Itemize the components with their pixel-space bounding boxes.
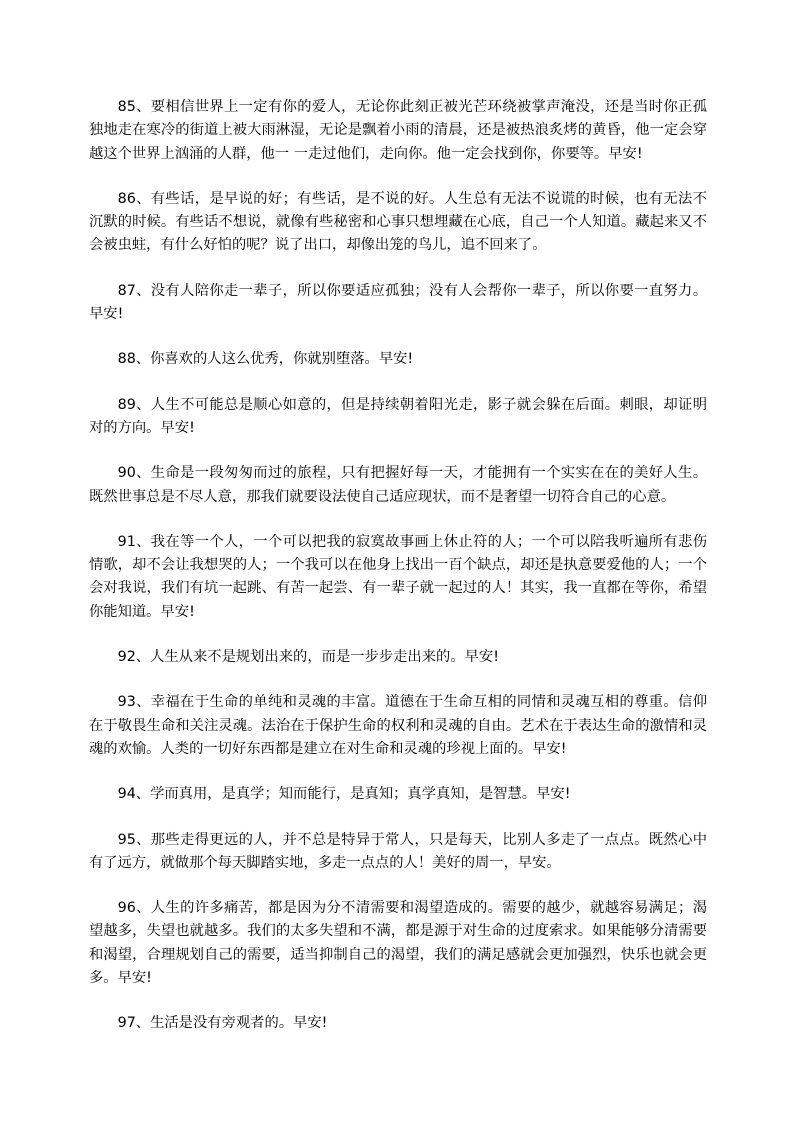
paragraph-86: 86、有些话，是早说的好；有些话，是不说的好。人生总有无法不说谎的时候，也有无法不沉默的时候。有些话不想说，就像有些秘密和心事只想埋藏在心底，自己一个人知道。藏起来又不会被虫蛀，有什么好怕的呢？说了出口，却像出笼的鸟儿，追不回来了。 bbox=[89, 190, 707, 254]
paragraph-89: 89、人生不可能总是顺心如意的，但是持续朝着阳光走，影子就会躲在后面。刺眼，却证明对的方向。早安! bbox=[89, 396, 707, 436]
paragraph-85: 85、要相信世界上一定有你的爱人，无论你此刻正被光芒环绕被掌声淹没，还是当时你正孤独地走在寒冷的街道上被大雨淋湿，无论是飘着小雨的清晨，还是被热浪炙烤的黄昏，他一定会穿越这个世界上汹涌的人群，他一 一走过他们，走向你。他一定会找到你，你要等。早安! bbox=[89, 99, 707, 162]
paragraph-97: 97、生活是没有旁观者的。早安! bbox=[117, 1015, 328, 1032]
paragraph-92: 92、人生从来不是规划出来的，而是一步步走出来的。早安! bbox=[117, 649, 499, 666]
paragraph-88: 88、你喜欢的人这么优秀，你就别堕落。早安! bbox=[117, 351, 414, 368]
paragraph-87: 87、没有人陪你走一辈子，所以你要适应孤独；没有人会帮你一辈子，所以你要一直努力。早安! bbox=[89, 282, 707, 323]
paragraph-94: 94、学而真用，是真学；知而能行，是真知；真学真知，是智慧。早安! bbox=[117, 786, 571, 803]
paragraph-96: 96、人生的许多痛苦，都是因为分不清需要和渴望造成的。需要的越少，就越容易满足；渴望越多，失望也就越多。我们的太多失望和不满，都是源于对生命的过度索求。如果能够分清需要和渴望，合理规划自己的需要，适当抑制自己的渴望，我们的满足感就会更加强烈，快乐也就会更多。早安! bbox=[89, 900, 707, 987]
paragraph-91: 91、我在等一个人，一个可以把我的寂寞故事画上休止符的人；一个可以陪我听遍所有悲伤情歌，却不会让我想哭的人；一个我可以在他身上找出一百个缺点，却还是执意要爱他的人；一个会对我说，我们有坑一起跳、有苦一起尝、有一辈子就一起过的人！其实，我一直都在等你，希望你能知道。早安! bbox=[89, 533, 707, 620]
document-body bbox=[89, 96, 707, 1058]
paragraph-93: 93、幸福在于生命的单纯和灵魂的丰富。道德在于生命互相的同情和灵魂互相的尊重。信仰在于敬畏生命和关注灵魂。法治在于保护生命的权利和灵魂的自由。艺术在于表达生命的激情和灵魂的欢愉。人类的一切好东西都是建立在对生命和灵魂的珍视上面的。早安! bbox=[89, 694, 707, 757]
paragraph-95: 95、那些走得更远的人，并不总是特异于常人，只是每天，比别人多走了一点点。既然心中有了远方，就做那个每天脚踏实地，多走一点点的人！美好的周一，早安。 bbox=[89, 831, 707, 871]
paragraph-90: 90、生命是一段匆匆而过的旅程，只有把握好每一天，才能拥有一个实实在在的美好人生。既然世事总是不尽人意，那我们就要设法使自己适应现状，而不是奢望一切符合自己的心意。 bbox=[89, 465, 707, 505]
